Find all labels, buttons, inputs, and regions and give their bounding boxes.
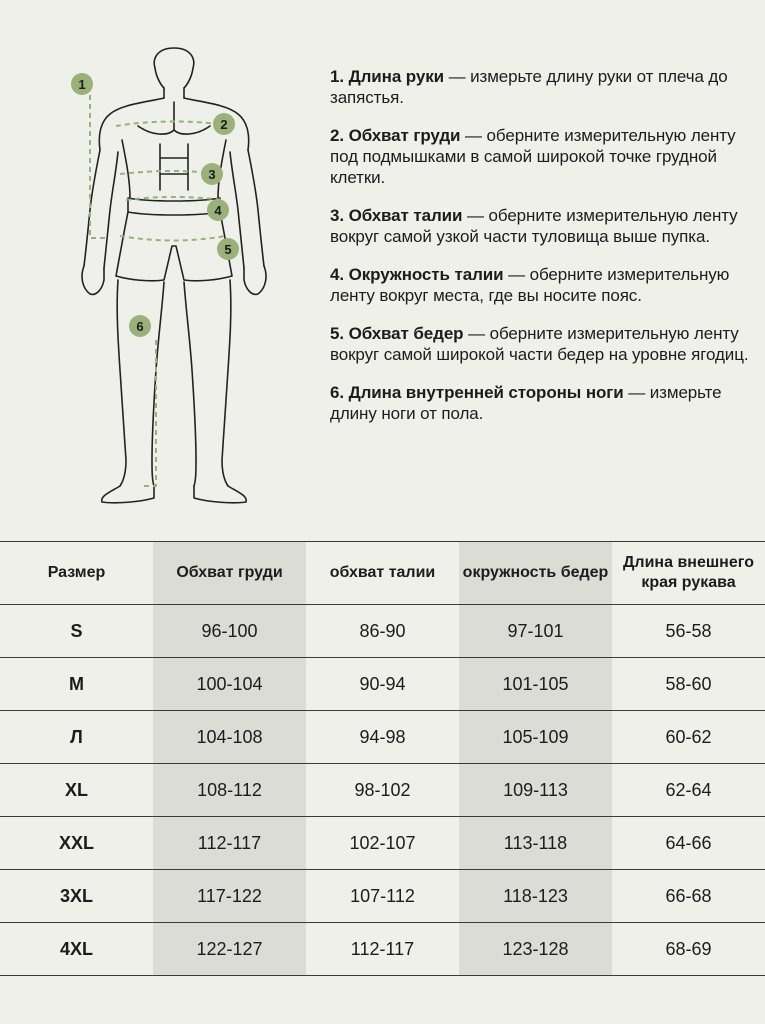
- instruction-hips: [330, 323, 760, 365]
- table-row: [0, 870, 765, 923]
- sleeve-cell: 56-58: [612, 605, 765, 658]
- marker-6-icon: [129, 315, 151, 337]
- svg-text:6: 6: [136, 319, 144, 334]
- sleeve-cell: 62-64: [612, 764, 765, 817]
- waist-cell: 86-90: [306, 605, 459, 658]
- svg-text:1: 1: [78, 77, 86, 92]
- table-row: [0, 658, 765, 711]
- table-row: [0, 711, 765, 764]
- marker-5-icon: [217, 238, 239, 260]
- body-measurement-figure: [60, 40, 290, 510]
- table-row: [0, 605, 765, 658]
- waist-cell: 98-102: [306, 764, 459, 817]
- instruction-title: 2. Обхват груди: [330, 126, 461, 145]
- chest-cell: 122-127: [153, 923, 306, 976]
- instruction-text: — оберните измерительную ленту под подмышками в самой широкой точке грудной клетки.: [330, 126, 736, 187]
- waist-cell: 112-117: [306, 923, 459, 976]
- instruction-text: — оберните измерительную ленту вокруг самой широкой части бедер на уровне ягодиц.: [330, 324, 749, 364]
- size-cell: 3XL: [0, 870, 153, 923]
- hips-cell: 123-128: [459, 923, 612, 976]
- svg-text:2: 2: [220, 117, 228, 132]
- header-size: Размер: [0, 542, 153, 605]
- instruction-text: — оберните измерительную ленту вокруг самой узкой части туловища выше пупка.: [330, 206, 738, 246]
- chest-cell: 108-112: [153, 764, 306, 817]
- waist-cell: 107-112: [306, 870, 459, 923]
- chest-cell: 112-117: [153, 817, 306, 870]
- sleeve-cell: 64-66: [612, 817, 765, 870]
- waist-cell: 102-107: [306, 817, 459, 870]
- marker-1-icon: [71, 73, 93, 95]
- sleeve-cell: 60-62: [612, 711, 765, 764]
- header-sleeve: Длина внешнего края рукава: [612, 542, 765, 605]
- chest-cell: 104-108: [153, 711, 306, 764]
- svg-text:5: 5: [224, 242, 232, 257]
- size-cell: M: [0, 658, 153, 711]
- table-row: [0, 817, 765, 870]
- instruction-text: — измерьте длину ноги от пола.: [330, 383, 722, 423]
- instruction-title: 6. Длина внутренней стороны ноги: [330, 383, 624, 402]
- sleeve-cell: 68-69: [612, 923, 765, 976]
- hips-cell: 101-105: [459, 658, 612, 711]
- hips-cell: 113-118: [459, 817, 612, 870]
- instruction-title: 3. Обхват талии: [330, 206, 463, 225]
- instruction-arm-length: [330, 66, 760, 108]
- sleeve-cell: 58-60: [612, 658, 765, 711]
- svg-text:3: 3: [208, 167, 216, 182]
- instruction-belt: [330, 264, 760, 306]
- instruction-waist: [330, 205, 760, 247]
- instruction-chest: [330, 125, 760, 188]
- instruction-text: — оберните измерительную ленту вокруг места, где вы носите пояс.: [330, 265, 730, 305]
- marker-3-icon: [201, 163, 223, 185]
- size-cell: S: [0, 605, 153, 658]
- size-cell: XXL: [0, 817, 153, 870]
- size-cell: XL: [0, 764, 153, 817]
- header-waist: обхват талии: [306, 542, 459, 605]
- marker-2-icon: [213, 113, 235, 135]
- table-row: [0, 764, 765, 817]
- instruction-inseam: [330, 382, 760, 424]
- hips-cell: 105-109: [459, 711, 612, 764]
- instruction-text: — измерьте длину руки от плеча до запястья.: [330, 67, 728, 107]
- waist-cell: 90-94: [306, 658, 459, 711]
- instruction-title: 5. Обхват бедер: [330, 324, 464, 343]
- header-hips: окружность бедер: [459, 542, 612, 605]
- instruction-title: 4. Окружность талии: [330, 265, 504, 284]
- waist-cell: 94-98: [306, 711, 459, 764]
- hips-cell: 97-101: [459, 605, 612, 658]
- chest-cell: 117-122: [153, 870, 306, 923]
- hips-cell: 118-123: [459, 870, 612, 923]
- instruction-title: 1. Длина руки: [330, 67, 444, 86]
- hips-cell: 109-113: [459, 764, 612, 817]
- size-chart-table: [0, 541, 765, 976]
- chest-cell: 100-104: [153, 658, 306, 711]
- table-header-row: [0, 542, 765, 605]
- marker-4-icon: [207, 199, 229, 221]
- size-cell: 4XL: [0, 923, 153, 976]
- chest-cell: 96-100: [153, 605, 306, 658]
- sleeve-cell: 66-68: [612, 870, 765, 923]
- size-cell: Л: [0, 711, 153, 764]
- header-chest: Обхват груди: [153, 542, 306, 605]
- measurement-instructions: [330, 66, 760, 441]
- table-row: [0, 923, 765, 976]
- svg-text:4: 4: [214, 203, 222, 218]
